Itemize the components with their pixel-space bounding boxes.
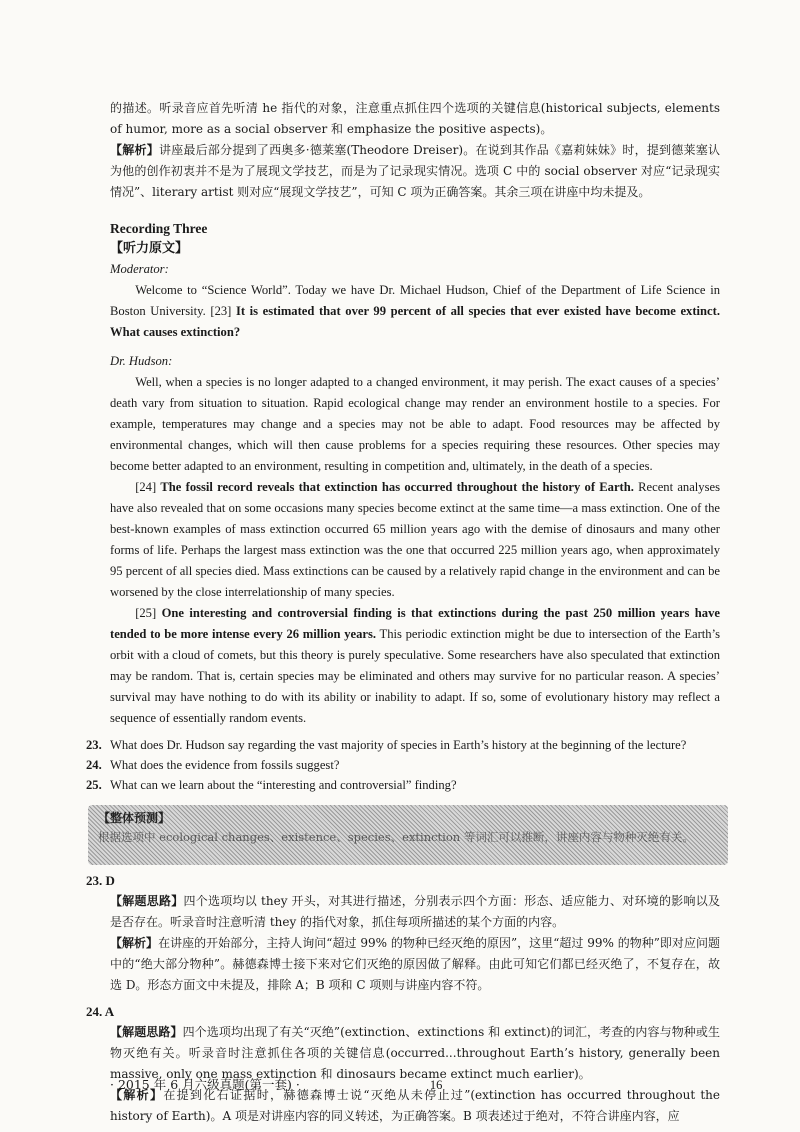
question-text: What can we learn about the “interesting and controversial” finding? bbox=[110, 778, 457, 792]
question-item bbox=[86, 775, 720, 795]
question-text: What does the evidence from fossils suggest? bbox=[110, 758, 340, 772]
idea-tag: 【解题思路】 bbox=[110, 894, 184, 908]
footer-source: · 2015 年 6 月六级真题(第一套) · bbox=[110, 1077, 300, 1092]
transcript-paragraph-2 bbox=[110, 477, 720, 603]
prediction-text: 根据选项中 ecological changes、existence、species、extinction 等词汇可以推断，讲座内容与物种灭绝有关。 bbox=[98, 830, 694, 844]
question-item bbox=[86, 735, 720, 755]
analysis-tag: 【解析】 bbox=[110, 936, 159, 950]
q25-marker: [25] bbox=[135, 606, 157, 620]
answer-23-label: 23. D bbox=[86, 873, 115, 888]
page-number: 16 bbox=[429, 1078, 443, 1092]
q25-key-sentence: One interesting and controversial finding is that extinctions during the past 250 million years have tended to be more intense every 26 million years. bbox=[110, 606, 720, 641]
idea-tag: 【解题思路】 bbox=[110, 1025, 183, 1039]
question-number: 25. bbox=[86, 778, 102, 792]
continued-text: 的描述。听录音应首先听清 he 指代的对象，注意重点抓住四个选项的关键信息(historical subjects, elements of humor, more as a social observer 和 emphasize the positive aspects)。 bbox=[110, 101, 720, 136]
paragraph-2-text: Recent analyses have also revealed that on some occasions many species become extinct at the same time—a mass extinction. One of the best-known examples of mass extinction occurred 65 million years ago with the demise of dinosaurs and many other forms of life. Perhaps the largest mass extinction was the one that occurred 225 million years ago, when approximately 95 percent of all species died. Mass extinctions can be caused by a relatively rapid change in the environment and can be worsened by the close interrelationship of many species. bbox=[110, 480, 720, 599]
q24-marker: [24] bbox=[135, 480, 157, 494]
analysis-tag: 【解析】 bbox=[110, 1088, 164, 1102]
answer-23-analysis bbox=[110, 933, 720, 996]
moderator-label: Moderator: bbox=[110, 262, 169, 276]
question-number: 24. bbox=[86, 758, 102, 772]
answer-24-label: 24. A bbox=[86, 1004, 115, 1019]
page-footer bbox=[110, 1075, 442, 1093]
transcript-paragraph-1: Well, when a species is no longer adapted to a changed environment, it may perish. The exact causes of a species’ death vary from situation to situation. Rapid ecological change may render an environment hostile to a species. For example, temperatures may change and a species may not be able to adapt. Food resources may be affected by environmental changes, which will then cause problems for a species requiring these resources. Other species may become better adapted to an environment, resulting in competition and, ultimately, in the death of a species. bbox=[110, 375, 720, 473]
question-number: 23. bbox=[86, 738, 102, 752]
speaker-label: Dr. Hudson: bbox=[110, 354, 173, 368]
moderator-text: Welcome to “Science World”. Today we have Dr. Michael Hudson, Chief of the Department of Life Science in Boston University. bbox=[110, 283, 720, 318]
analysis-text: 在提到化石证据时，赫德森博士说“灭绝从未停止过”(extinction has occurred throughout the history of Earth)。A 项是对讲座内容的同义转述，为正确答案。B 项表述过于绝对，不符合讲座内容，应 bbox=[110, 1088, 720, 1123]
idea-text: 四个选项均出现了有关“灭绝”(extinction、extinctions 和 extinct)的词汇，考查的内容与物种或生物灭绝有关。听录音时注意抓住各项的关键信息(occurred...throughout Earth’s history, generally been massive, only one mass extinction 和 dinosaurs became extinct much earlier)。 bbox=[110, 1025, 720, 1081]
transcript-paragraph-3 bbox=[110, 603, 720, 729]
answer-23-idea bbox=[110, 891, 720, 933]
q23-key-sentence: It is estimated that over 99 percent of all species that ever existed have become extinct. What causes extinction? bbox=[110, 304, 720, 339]
analysis-text: 在讲座的开始部分，主持人询问“超过 99% 的物种已经灭绝的原因”，这里“超过 99% 的物种”即对应问题中的“绝大部分物种”。赫德森博士接下来对它们灭绝的原因做了解释。由此可知它们都已经灭绝了，不复存在，故选 D。形态方面文中未提及，排除 A；B 项和 C 项则与讲座内容不符。 bbox=[110, 936, 720, 992]
section-title: Recording Three bbox=[110, 221, 208, 236]
question-item bbox=[86, 755, 720, 775]
transcript-heading: 【听力原文】 bbox=[110, 241, 189, 256]
overall-prediction-box bbox=[88, 805, 728, 865]
paragraph-3-text: This periodic extinction might be due to intersection of the Earth’s orbit with a cloud of comets, but this theory is purely speculative. Some researchers have also speculated that extinction may be random. That is, certain species may be eliminated and others may survive for no particular reason. A species’ survival may have nothing to do with its ability or inability to adapt. If so, some of evolutionary history may reflect a sequence of essentially random events. bbox=[110, 627, 720, 725]
prediction-title: 【整体预测】 bbox=[98, 811, 171, 825]
analysis-text: 讲座最后部分提到了西奥多·德莱塞(Theodore Dreiser)。在说到其作品《嘉莉妹妹》时，提到德莱塞认为他的创作初衷并不是为了展现文学技艺，而是为了记录现实情况。选项 C 中的 social observer 对应“记录现实情况”、literary artist 则对应“展现文学技艺”，可知 C 项为正确答案。其余三项在讲座中均未提及。 bbox=[110, 143, 720, 199]
question-text: What does Dr. Hudson say regarding the vast majority of species in Earth’s history at the beginning of the lecture? bbox=[110, 738, 687, 752]
q24-key-sentence: The fossil record reveals that extinction has occurred throughout the history of Earth. bbox=[160, 480, 634, 494]
idea-text: 四个选项均以 they 开头，对其进行描述，分别表示四个方面：形态、适应能力、对环境的影响以及是否存在。听录音时注意听清 they 的指代对象，抓住每项所描述的某个方面的内容。 bbox=[110, 894, 720, 929]
analysis-paragraph bbox=[110, 140, 720, 203]
q23-marker: [23] bbox=[210, 304, 232, 318]
moderator-paragraph bbox=[110, 280, 720, 343]
analysis-tag: 【解析】 bbox=[110, 143, 159, 157]
